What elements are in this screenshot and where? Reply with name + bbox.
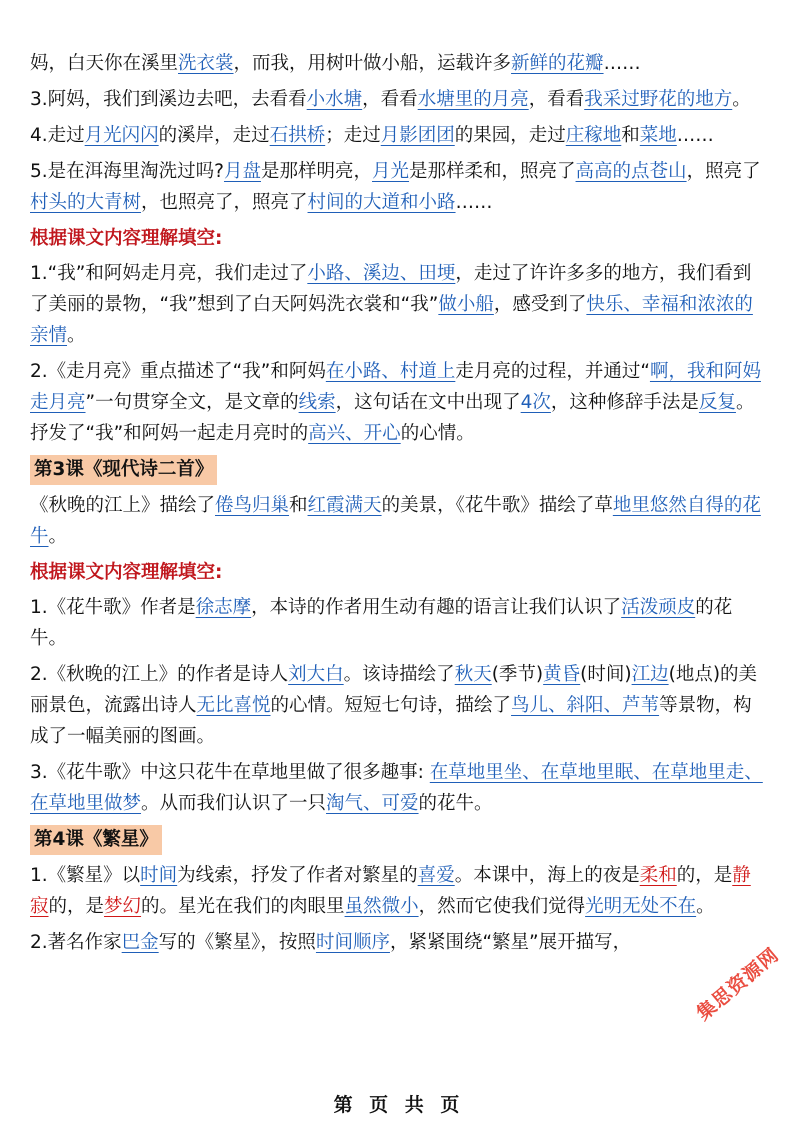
watermark-logo: 集思资源网 (692, 943, 784, 1025)
text-segment: ，然而它使我们觉得 (418, 896, 586, 917)
text-segment: 2.《走月亮》重点描述了“我”和阿妈 (30, 361, 326, 382)
answer-blank: 江边 (631, 664, 669, 685)
text-segment: 和 (289, 495, 308, 516)
answer-blank: 反复 (698, 392, 736, 413)
text-segment: 的溪岸，走过 (158, 125, 270, 146)
answer-blank: 做小船 (438, 294, 494, 315)
paragraph (30, 48, 765, 79)
text-segment: 妈，白天你在溪里 (30, 53, 179, 74)
answer-blank: 新鲜的花瓣 (511, 53, 604, 74)
answer-blank: 我采过野花的地方 (584, 89, 733, 110)
text-segment: …… (455, 192, 493, 213)
text-segment: 为线索，抒发了作者对繁星的 (177, 865, 418, 886)
text-segment: ”一句贯穿全文，是文章的 (85, 392, 299, 413)
answer-blank: 徐志摩 (195, 597, 252, 618)
text-segment: 。从而我们认识了一只 (141, 793, 327, 814)
answer-blank: 柔和 (639, 865, 677, 886)
text-segment: 和 (621, 125, 640, 146)
text-segment: ，看看 (362, 89, 418, 110)
answer-blank: 村头的大青树 (30, 192, 142, 213)
text-segment: 的心情。短短七句诗，描绘了 (270, 695, 512, 716)
answer-blank: 小路、溪边、田埂 (307, 263, 456, 284)
text-segment: 3.《花牛歌》中这只花牛在草地里做了很多趣事: (30, 762, 430, 783)
text-segment: 走月亮的过程，并通过“ (455, 361, 650, 382)
text-segment: 1.《花牛歌》作者是 (30, 597, 196, 618)
answer-blank: 无比喜悦 (196, 695, 271, 716)
text-segment: 1.“我”和阿妈走月亮，我们走过了 (30, 263, 308, 284)
text-segment: ，照亮了 (686, 161, 761, 182)
paragraph (30, 84, 765, 115)
section-heading: 根据课文内容理解填空: (30, 562, 223, 583)
answer-blank: 线索 (298, 392, 336, 413)
text-segment: 2.《秋晚的江上》的作者是诗人 (30, 664, 289, 685)
answer-blank: 月光闪闪 (84, 125, 159, 146)
text-segment: 是那样柔和，照亮了 (409, 161, 576, 182)
answer-blank: 黄昏 (543, 664, 581, 685)
paragraph (30, 592, 765, 654)
text-segment: 5.是在洱海里淘洗过吗? (30, 161, 224, 182)
answer-blank: 石拱桥 (269, 125, 326, 146)
paragraph (30, 156, 765, 218)
lesson-title: 第4课《繁星》 (30, 825, 162, 855)
text-segment: 的。星光在我们的肉眼里 (141, 896, 345, 917)
text-segment: …… (676, 125, 714, 146)
paragraph (30, 120, 765, 151)
text-segment: 的花牛。 (418, 793, 493, 814)
answer-blank: 高兴、开心 (308, 423, 401, 444)
answer-blank: 时间顺序 (315, 932, 390, 953)
answer-blank: 快乐、幸福和浓浓的亲情 (30, 294, 753, 346)
answer-blank: 鸟儿、斜阳、芦苇 (511, 695, 660, 716)
text-segment: 。 (48, 526, 68, 547)
text-segment: ，也照亮了，照亮了 (141, 192, 308, 213)
lesson-title: 第3课《现代诗二首》 (30, 455, 217, 485)
answer-blank: 红霞满天 (307, 495, 382, 516)
text-segment: 4.走过 (30, 125, 85, 146)
paragraph (30, 757, 765, 819)
section-heading: 根据课文内容理解填空: (30, 228, 223, 249)
text-segment: 。 (67, 325, 86, 346)
text-segment: 的美景，《花牛歌》描绘了草 (381, 495, 613, 516)
text-segment: 是那样明亮， (261, 161, 373, 182)
answer-blank: 虽然微小 (344, 896, 419, 917)
answer-blank: 4次 (520, 392, 551, 413)
text-segment: 1.《繁星》以 (30, 865, 141, 886)
text-segment: ，本诗的作者用生动有趣的语言让我们认识了 (251, 597, 622, 618)
answer-blank: 时间 (140, 865, 178, 886)
answer-blank: 水塘里的月亮 (417, 89, 529, 110)
answer-blank: 菜地 (639, 125, 677, 146)
text-segment: 。抒发了“我”和阿妈一起走月亮时的 (30, 392, 755, 444)
answer-blank: 月盘 (223, 161, 261, 182)
text-segment: ，而我，用树叶做小船，运载许多 (233, 53, 512, 74)
text-segment: 。本课中，海上的夜是 (454, 865, 640, 886)
text-segment: 的心情。 (400, 423, 475, 444)
text-segment: ，这句话在文中出现了 (335, 392, 521, 413)
paragraph (30, 258, 765, 351)
text-segment: …… (603, 53, 641, 74)
answer-blank: 在草地里坐、在草地里眠、在草地里走、在草地里做梦 (30, 762, 763, 814)
text-segment: ，这种修辞手法是 (550, 392, 699, 413)
text-segment: 《秋晚的江上》描绘了 (30, 495, 216, 516)
text-segment: (时间) (580, 664, 632, 685)
text-segment: 写的《繁星》，按照 (158, 932, 316, 953)
text-segment: 3.阿妈，我们到溪边去吧，去看看 (30, 89, 307, 110)
text-segment: 的，是 (676, 865, 733, 886)
answer-blank: 庄稼地 (565, 125, 622, 146)
text-segment: ，感受到了 (493, 294, 587, 315)
text-segment: 。该诗描绘了 (343, 664, 455, 685)
paragraph (30, 356, 765, 449)
text-segment: ，走过了许许多多的地方，我们看到了美丽的景物，“我”想到了白天阿妈洗衣裳和“我” (30, 263, 752, 315)
page-footer: 第 页 共 页 (333, 1094, 460, 1116)
paragraph (30, 490, 765, 552)
answer-blank: 喜爱 (417, 865, 455, 886)
text-segment: (地点)的美丽景色，流露出诗人 (30, 664, 758, 716)
answer-blank: 洗衣裳 (178, 53, 234, 74)
answer-blank: 高高的点苍山 (575, 161, 687, 182)
text-segment: 的果园，走过 (454, 125, 566, 146)
answer-blank: 地里悠然自得的花牛 (30, 495, 761, 547)
text-segment: ，看看 (528, 89, 585, 110)
answer-blank: 在小路、村道上 (325, 361, 456, 382)
answer-blank: 淘气、可爱 (326, 793, 419, 814)
answer-blank: 静寂 (30, 865, 751, 917)
answer-blank: 秋天 (454, 664, 492, 685)
answer-blank: 倦鸟归巢 (215, 495, 290, 516)
text-segment: 。 (696, 896, 715, 917)
answer-blank: 村间的大道和小路 (307, 192, 456, 213)
paragraph (30, 927, 765, 958)
answer-blank: 刘大白 (288, 664, 344, 685)
text-segment: 的，是 (48, 896, 105, 917)
answer-blank: 月影团团 (380, 125, 455, 146)
text-segment: 等景物，构成了一幅美丽的图画。 (30, 695, 752, 747)
text-segment: 2.著名作家 (30, 932, 122, 953)
text-segment: ；走过 (325, 125, 381, 146)
answer-blank: 小水塘 (306, 89, 363, 110)
text-segment: (季节) (491, 664, 544, 685)
answer-blank: 啊，我和阿妈走月亮 (30, 361, 761, 413)
answer-blank: 活泼顽皮 (621, 597, 696, 618)
paragraph (30, 860, 765, 922)
answer-blank: 光明无处不在 (585, 896, 697, 917)
answer-blank: 月光 (372, 161, 410, 182)
document-body (30, 48, 765, 963)
text-segment: 的花牛。 (30, 597, 733, 649)
paragraph (30, 659, 765, 752)
answer-blank: 巴金 (121, 932, 159, 953)
text-segment: ，紧紧围绕“繁星”展开描写， (389, 932, 632, 953)
text-segment: 。 (732, 89, 751, 110)
answer-blank: 梦幻 (104, 896, 142, 917)
